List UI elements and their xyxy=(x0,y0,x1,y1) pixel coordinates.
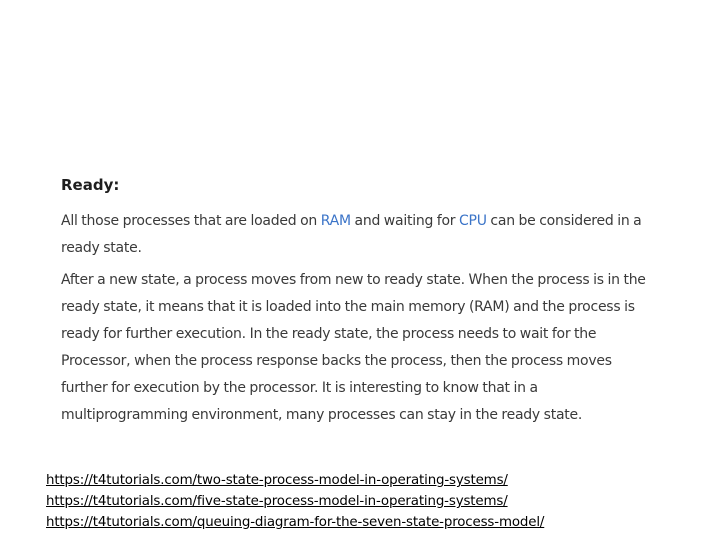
paragraph-ready-definition xyxy=(61,208,661,262)
link-two-state-model[interactable]: https://t4tutorials.com/two-state-process-model-in-operating-systems/ xyxy=(46,473,508,488)
paragraph-text: can be considered in a ready state. xyxy=(61,213,642,256)
paragraph-text: All those processes that are loaded on xyxy=(61,213,321,229)
paragraph-ready-explanation: After a new state, a process moves from new to ready state. When the process is in the ready state, it means that it is loaded into the main memory (RAM) and the process is ready for further execution. In the ready state, the process needs to wait for the Processor, when the process response backs the process, then the process moves further for execution by the processor. It is interesting to know that in a multiprogramming environment, many processes can stay in the ready state. xyxy=(61,272,646,423)
term-ram: RAM xyxy=(320,213,351,229)
link-five-state-model[interactable]: https://t4tutorials.com/five-state-process-model-in-operating-systems/ xyxy=(46,494,508,509)
article-excerpt xyxy=(61,174,661,434)
reference-links xyxy=(46,470,716,533)
link-seven-state-queuing-diagram[interactable]: https://t4tutorials.com/queuing-diagram-for-the-seven-state-process-model/ xyxy=(46,515,545,530)
section-heading: Ready: xyxy=(61,176,120,194)
paragraph-text: and waiting for xyxy=(350,213,460,229)
term-cpu: CPU xyxy=(459,213,487,229)
